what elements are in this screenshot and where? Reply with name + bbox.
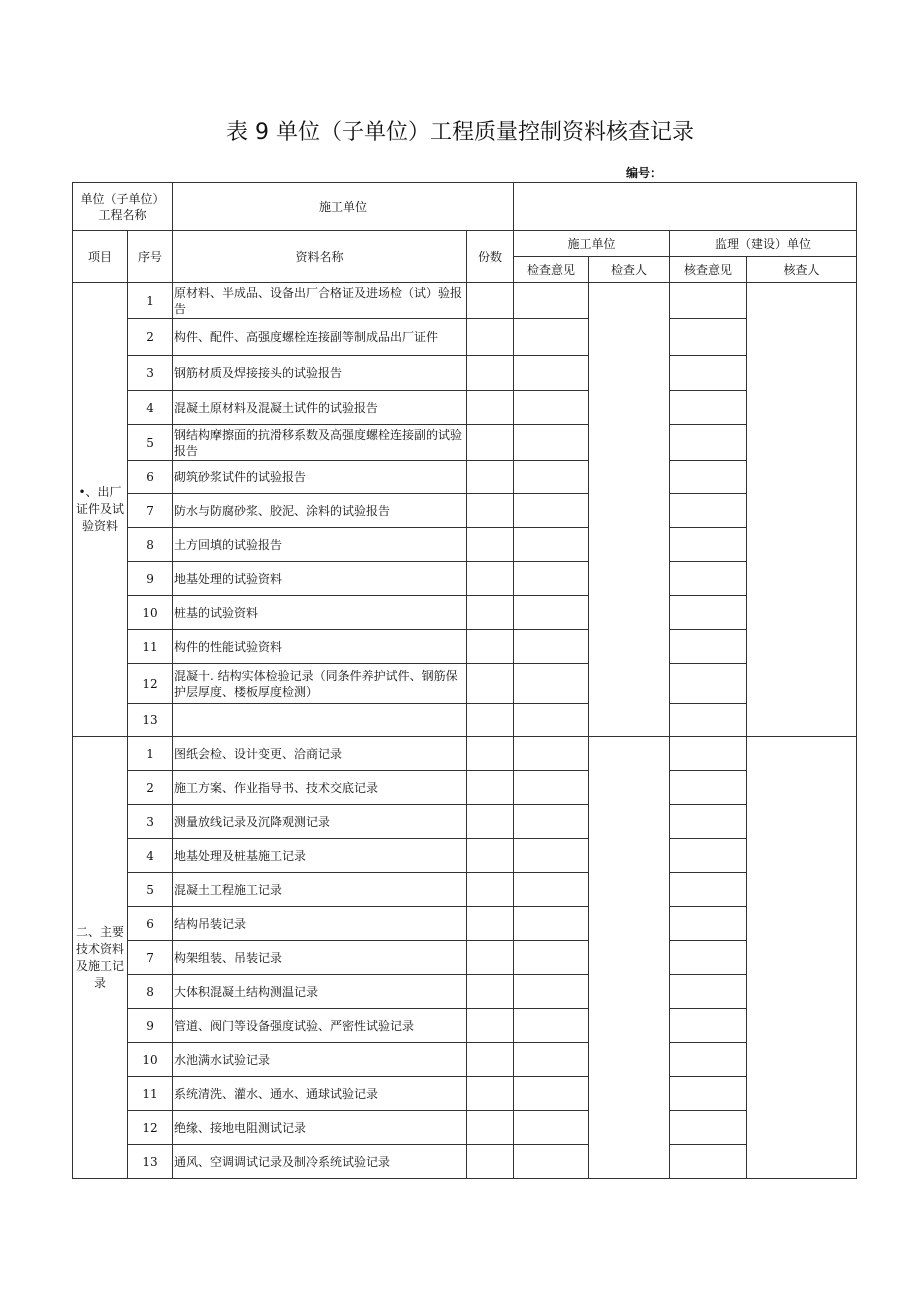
check-opinion-cell[interactable] (514, 494, 589, 528)
verify-opinion-cell[interactable] (670, 630, 747, 664)
table-row (73, 630, 857, 664)
row-number: 11 (128, 1077, 173, 1111)
check-opinion-cell[interactable] (514, 664, 589, 704)
row-number: 6 (128, 907, 173, 941)
inspection-record-table (72, 182, 857, 1179)
document-name: 系统清洗、灌水、通水、通球试验记录 (173, 1077, 467, 1111)
row-number: 8 (128, 528, 173, 562)
verify-opinion-cell[interactable] (670, 907, 747, 941)
verify-opinion-cell[interactable] (670, 737, 747, 771)
table-row (73, 1043, 857, 1077)
row-number: 10 (128, 1043, 173, 1077)
table-row (73, 664, 857, 704)
row-number: 5 (128, 873, 173, 907)
row-number: 5 (128, 425, 173, 461)
table-row (73, 1145, 857, 1179)
serial-number-label: 编号： (626, 166, 663, 180)
verify-opinion-cell[interactable] (670, 1145, 747, 1179)
section-label: 二、主要技术资料及施工记录 (73, 737, 128, 1179)
copies-cell[interactable] (467, 1145, 514, 1179)
row-number: 12 (128, 664, 173, 704)
check-opinion-cell[interactable] (514, 630, 589, 664)
table-row (73, 704, 857, 737)
document-name: 桩基的试验资料 (173, 596, 467, 630)
copies-cell[interactable] (467, 1077, 514, 1111)
copies-cell[interactable] (467, 283, 514, 319)
row-number: 3 (128, 356, 173, 391)
document-name: 水池满水试验记录 (173, 1043, 467, 1077)
table-row (73, 907, 857, 941)
check-opinion-cell[interactable] (514, 737, 589, 771)
check-opinion-cell[interactable] (514, 319, 589, 356)
table-row (73, 461, 857, 494)
table-row (73, 319, 857, 356)
table-row (73, 528, 857, 562)
constructor-value-cell[interactable] (514, 183, 857, 231)
check-opinion-cell[interactable] (514, 839, 589, 873)
col-name-header: 资料名称 (173, 231, 467, 283)
verify-opinion-cell[interactable] (670, 391, 747, 425)
row-number: 2 (128, 771, 173, 805)
row-number: 13 (128, 1145, 173, 1179)
row-number: 8 (128, 975, 173, 1009)
table-row (73, 771, 857, 805)
document-name: 钢结构摩擦面的抗滑移系数及高强度螺栓连接副的试验报告 (173, 425, 467, 461)
document-name: 砌筑砂浆试件的试验报告 (173, 461, 467, 494)
verify-opinion-cell[interactable] (670, 975, 747, 1009)
verify-opinion-cell[interactable] (670, 1077, 747, 1111)
col-copies-header: 份数 (467, 231, 514, 283)
copies-cell[interactable] (467, 630, 514, 664)
check-opinion-cell[interactable] (514, 283, 589, 319)
row-number: 12 (128, 1111, 173, 1145)
verify-opinion-cell[interactable] (670, 494, 747, 528)
verify-opinion-cell[interactable] (670, 805, 747, 839)
row-number: 1 (128, 737, 173, 771)
col-verifier-header: 核查人 (747, 257, 857, 283)
copies-cell[interactable] (467, 771, 514, 805)
copies-cell[interactable] (467, 528, 514, 562)
verify-opinion-cell[interactable] (670, 771, 747, 805)
check-opinion-cell[interactable] (514, 704, 589, 737)
verifier-cell[interactable] (747, 737, 857, 1179)
copies-cell[interactable] (467, 461, 514, 494)
copies-cell[interactable] (467, 562, 514, 596)
check-opinion-cell[interactable] (514, 528, 589, 562)
col-verify-opinion-header: 核查意见 (670, 257, 747, 283)
row-number: 9 (128, 1009, 173, 1043)
copies-cell[interactable] (467, 1043, 514, 1077)
verify-opinion-cell[interactable] (670, 1111, 747, 1145)
check-opinion-cell[interactable] (514, 356, 589, 391)
verify-opinion-cell[interactable] (670, 425, 747, 461)
document-name: 构架组装、吊装记录 (173, 941, 467, 975)
table-row (73, 1077, 857, 1111)
group-supervisor-header: 监理（建设）单位 (670, 231, 857, 257)
document-name: 绝缘、接地电阻测试记录 (173, 1111, 467, 1145)
copies-cell[interactable] (467, 1111, 514, 1145)
verify-opinion-cell[interactable] (670, 704, 747, 737)
table-row (73, 975, 857, 1009)
verify-opinion-cell[interactable] (670, 461, 747, 494)
check-opinion-cell[interactable] (514, 562, 589, 596)
row-number: 4 (128, 391, 173, 425)
document-name: 施工方案、作业指导书、技术交底记录 (173, 771, 467, 805)
verify-opinion-cell[interactable] (670, 941, 747, 975)
table-row (73, 494, 857, 528)
table-row (73, 737, 857, 771)
table-row (73, 356, 857, 391)
check-opinion-cell[interactable] (514, 1111, 589, 1145)
row-number: 7 (128, 494, 173, 528)
copies-cell[interactable] (467, 356, 514, 391)
check-opinion-cell[interactable] (514, 1043, 589, 1077)
constructor-label: 施工单位 (173, 183, 514, 231)
row-number: 10 (128, 596, 173, 630)
document-name: 钢筋材质及焊接接头的试验报告 (173, 356, 467, 391)
table-row (73, 425, 857, 461)
copies-cell[interactable] (467, 975, 514, 1009)
check-opinion-cell[interactable] (514, 1145, 589, 1179)
copies-cell[interactable] (467, 425, 514, 461)
verify-opinion-cell[interactable] (670, 664, 747, 704)
document-name: 通风、空调调试记录及制冷系统试验记录 (173, 1145, 467, 1179)
check-opinion-cell[interactable] (514, 771, 589, 805)
row-number: 1 (128, 283, 173, 319)
verify-opinion-cell[interactable] (670, 1009, 747, 1043)
document-name (173, 704, 467, 737)
copies-cell[interactable] (467, 494, 514, 528)
row-number: 4 (128, 839, 173, 873)
check-opinion-cell[interactable] (514, 1077, 589, 1111)
verify-opinion-cell[interactable] (670, 528, 747, 562)
copies-cell[interactable] (467, 873, 514, 907)
row-number: 13 (128, 704, 173, 737)
section-label: •、出厂证件及试验资料 (73, 283, 128, 737)
document-name: 大体积混凝土结构测温记录 (173, 975, 467, 1009)
copies-cell[interactable] (467, 319, 514, 356)
check-opinion-cell[interactable] (514, 1009, 589, 1043)
check-opinion-cell[interactable] (514, 425, 589, 461)
copies-cell[interactable] (467, 907, 514, 941)
document-name: 管道、阀门等设备强度试验、严密性试验记录 (173, 1009, 467, 1043)
row-number: 7 (128, 941, 173, 975)
row-number: 6 (128, 461, 173, 494)
document-name: 结构吊装记录 (173, 907, 467, 941)
row-number: 11 (128, 630, 173, 664)
verify-opinion-cell[interactable] (670, 1043, 747, 1077)
verify-opinion-cell[interactable] (670, 356, 747, 391)
group-constructor-header: 施工单位 (514, 231, 670, 257)
table-row (73, 283, 857, 319)
document-name: 测量放线记录及沉降观测记录 (173, 805, 467, 839)
verify-opinion-cell[interactable] (670, 873, 747, 907)
col-checker-header: 检查人 (589, 257, 670, 283)
table-row (73, 839, 857, 873)
document-name: 混凝十. 结构实体检验记录（同条件养护试件、钢筋保护层厚度、楼板厚度检测） (173, 664, 467, 704)
check-opinion-cell[interactable] (514, 596, 589, 630)
copies-cell[interactable] (467, 391, 514, 425)
copies-cell[interactable] (467, 941, 514, 975)
document-name: 构件、配件、高强度螺栓连接副等制成品出厂证件 (173, 319, 467, 356)
table-row (73, 1111, 857, 1145)
check-opinion-cell[interactable] (514, 941, 589, 975)
verify-opinion-cell[interactable] (670, 596, 747, 630)
table-row (73, 805, 857, 839)
verify-opinion-cell[interactable] (670, 283, 747, 319)
document-name: 地基处理及桩基施工记录 (173, 839, 467, 873)
col-check-opinion-header: 检查意见 (514, 257, 589, 283)
check-opinion-cell[interactable] (514, 391, 589, 425)
check-opinion-cell[interactable] (514, 873, 589, 907)
table-row (73, 391, 857, 425)
table-row (73, 941, 857, 975)
page-title: 表 9 单位（子单位）工程质量控制资料核查记录 (226, 120, 694, 145)
copies-cell[interactable] (467, 805, 514, 839)
document-name: 混凝土原材料及混凝土试件的试验报告 (173, 391, 467, 425)
document-name: 土方回填的试验报告 (173, 528, 467, 562)
unit-name-label: 单位（子单位）工程名称 (73, 183, 173, 231)
verify-opinion-cell[interactable] (670, 562, 747, 596)
check-opinion-cell[interactable] (514, 805, 589, 839)
checker-cell[interactable] (589, 737, 670, 1179)
copies-cell[interactable] (467, 737, 514, 771)
copies-cell[interactable] (467, 1009, 514, 1043)
checker-cell[interactable] (589, 283, 670, 737)
verify-opinion-cell[interactable] (670, 319, 747, 356)
document-name: 原材料、半成品、设备出厂合格证及进场检（试）验报告 (173, 283, 467, 319)
copies-cell[interactable] (467, 839, 514, 873)
check-opinion-cell[interactable] (514, 975, 589, 1009)
col-seq-header: 序号 (128, 231, 173, 283)
copies-cell[interactable] (467, 704, 514, 737)
table-row (73, 873, 857, 907)
table-row (73, 596, 857, 630)
verify-opinion-cell[interactable] (670, 839, 747, 873)
row-number: 3 (128, 805, 173, 839)
copies-cell[interactable] (467, 596, 514, 630)
table-row (73, 1009, 857, 1043)
row-number: 9 (128, 562, 173, 596)
document-name: 地基处理的试验资料 (173, 562, 467, 596)
document-name: 构件的性能试验资料 (173, 630, 467, 664)
table-row (73, 562, 857, 596)
document-name: 混凝土工程施工记录 (173, 873, 467, 907)
copies-cell[interactable] (467, 664, 514, 704)
check-opinion-cell[interactable] (514, 461, 589, 494)
document-name: 图纸会检、设计变更、洽商记录 (173, 737, 467, 771)
document-name: 防水与防腐砂浆、胶泥、涂料的试验报告 (173, 494, 467, 528)
check-opinion-cell[interactable] (514, 907, 589, 941)
verifier-cell[interactable] (747, 283, 857, 737)
col-project-header: 项目 (73, 231, 128, 283)
row-number: 2 (128, 319, 173, 356)
